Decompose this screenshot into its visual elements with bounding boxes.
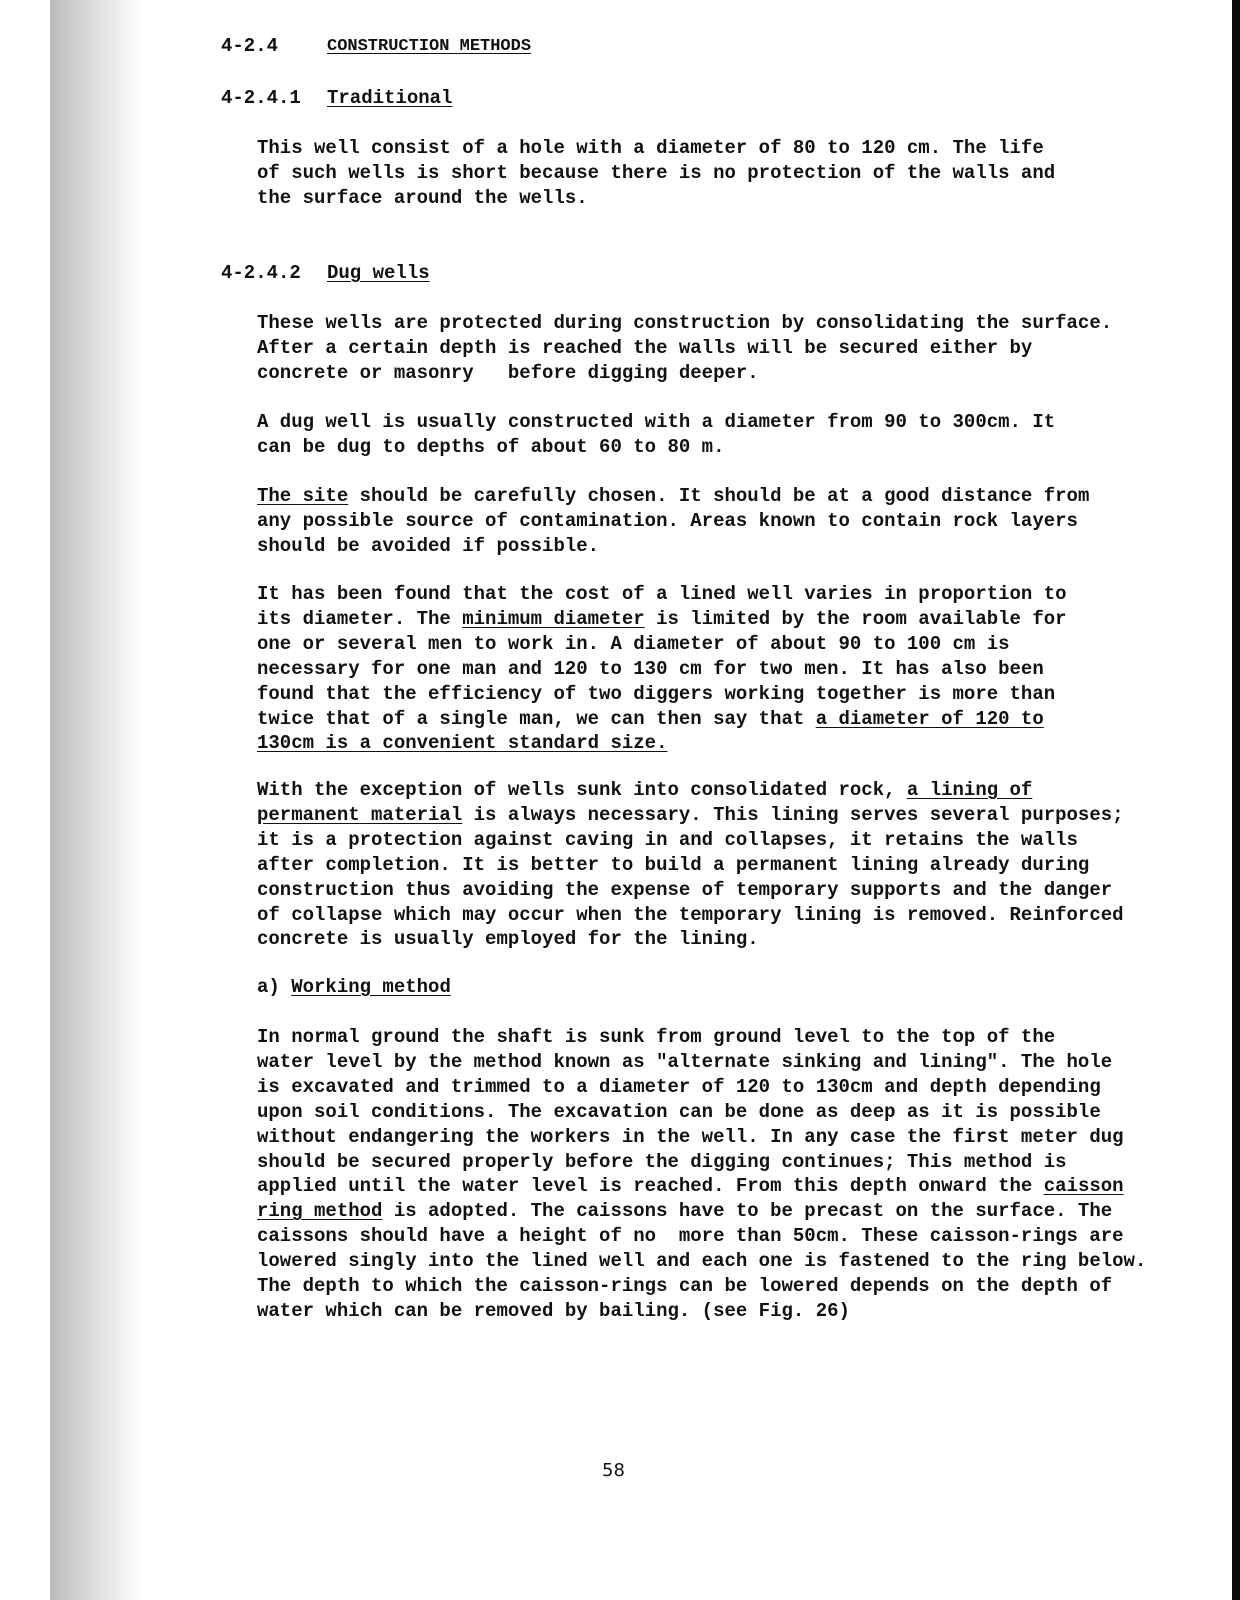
text-span: is always necessary. This lining serves several purposes;: [462, 803, 1124, 826]
paragraph-working-method: [257, 1025, 1162, 1324]
text-line: the surface around the wells.: [257, 186, 588, 209]
text-line: [257, 731, 1162, 756]
working-method-heading: [257, 975, 451, 1000]
text-line: [257, 1174, 1162, 1199]
paragraph-dug-wells-protection: [257, 311, 1162, 386]
text-line: lowered singly into the lined well and each one is fastened to the ring below.: [257, 1250, 1147, 1273]
text-line: A dug well is usually constructed with a diameter from 90 to 300cm. It: [257, 411, 1056, 433]
text-line: In normal ground the shaft is sunk from ground level to the top of the: [257, 1026, 1056, 1048]
text-line: water level by the method known as "alternate sinking and lining". The hole: [257, 1050, 1113, 1073]
underlined-term: caisson: [1043, 1175, 1124, 1198]
underlined-term: a lining of: [906, 779, 1033, 801]
text-line: can be dug to depths of about 60 to 80 m.: [257, 435, 725, 458]
text-line: [257, 803, 1162, 828]
text-line: [257, 778, 1162, 803]
subsection-title-traditional: Traditional: [327, 87, 453, 109]
text-line: one or several men to work in. A diameter of about 90 to 100 cm is: [257, 632, 1010, 655]
text-span: With the exception of wells sunk into consolidated rock,: [257, 779, 907, 801]
underlined-term: a diameter of 120 to: [815, 707, 1044, 730]
text-span: applied until the water level is reached. From this depth onward the: [257, 1175, 1044, 1198]
text-line: [257, 1199, 1162, 1224]
paragraph-dug-wells-diameter: [257, 410, 1162, 460]
text-span: should be carefully chosen. It should be at a good distance from: [348, 485, 1090, 507]
text-line: caissons should have a height of no more than 50cm. These caisson-rings are: [257, 1225, 1124, 1248]
text-line: without endangering the workers in the well. In any case the first meter dug: [257, 1125, 1124, 1148]
text-line: should be secured properly before the digging continues; This method is: [257, 1150, 1067, 1173]
text-line: of such wells is short because there is no protection of the walls and: [257, 161, 1056, 184]
underlined-term: 130cm is a convenient standard size.: [257, 732, 668, 755]
text-line: necessary for one man and 120 to 130 cm for two men. It has also been: [257, 657, 1044, 680]
text-line: found that the efficiency of two diggers working together is more than: [257, 682, 1056, 705]
text-line: should be avoided if possible.: [257, 534, 600, 557]
text-span: is limited by the room available for: [644, 607, 1067, 630]
text-line: concrete is usually employed for the lining.: [257, 928, 759, 951]
section-number: 4-2.4: [221, 35, 279, 57]
text-span: its diameter. The: [257, 607, 463, 630]
text-line: concrete or masonry before digging deeper.: [257, 361, 759, 384]
paragraph-lining: [257, 778, 1162, 952]
page-number: 58: [602, 1460, 625, 1481]
text-line: These wells are protected during construction by consolidating the surface.: [257, 312, 1113, 334]
working-method-title: Working method: [291, 976, 451, 998]
list-marker: a): [257, 976, 292, 998]
text-line: after completion. It is better to build a permanent lining already during: [257, 853, 1090, 876]
section-title: CONSTRUCTION METHODS: [327, 37, 532, 56]
text-line: [257, 484, 1162, 509]
text-line: construction thus avoiding the expense of temporary supports and the danger: [257, 878, 1113, 901]
paragraph-traditional: [257, 136, 1162, 211]
text-line: of collapse which may occur when the temporary lining is removed. Reinforced: [257, 903, 1124, 926]
subsection-number-dug-wells: 4-2.4.2: [221, 262, 301, 284]
text-line: water which can be removed by bailing. (see Fig. 26): [257, 1299, 850, 1322]
underlined-term: permanent material: [257, 803, 463, 826]
text-line: is excavated and trimmed to a diameter of 120 to 130cm and depth depending: [257, 1075, 1101, 1098]
paragraph-cost: [257, 582, 1162, 756]
text-line: It has been found that the cost of a lined well varies in proportion to: [257, 583, 1067, 605]
text-line: any possible source of contamination. Areas known to contain rock layers: [257, 509, 1078, 532]
text-line: The depth to which the caisson-rings can be lowered depends on the depth of: [257, 1275, 1113, 1298]
text-line: [257, 607, 1162, 632]
text-line: After a certain depth is reached the walls will be secured either by: [257, 336, 1033, 359]
underlined-term: ring method: [257, 1200, 383, 1223]
text-line: it is a protection against caving in and collapses, it retains the walls: [257, 828, 1078, 851]
subsection-title-dug-wells: Dug wells: [327, 262, 430, 284]
text-span: twice that of a single man, we can then say that: [257, 707, 816, 730]
text-line: upon soil conditions. The excavation can be done as deep as it is possible: [257, 1100, 1101, 1123]
paragraph-site: [257, 484, 1162, 559]
text-line: [257, 707, 1162, 732]
text-line: This well consist of a hole with a diameter of 80 to 120 cm. The life: [257, 137, 1044, 159]
subsection-number-traditional: 4-2.4.1: [221, 87, 301, 109]
underlined-term: minimum diameter: [462, 607, 645, 630]
underlined-term: The site: [257, 485, 349, 507]
text-span: is adopted. The caissons have to be precast on the surface. The: [382, 1200, 1113, 1223]
